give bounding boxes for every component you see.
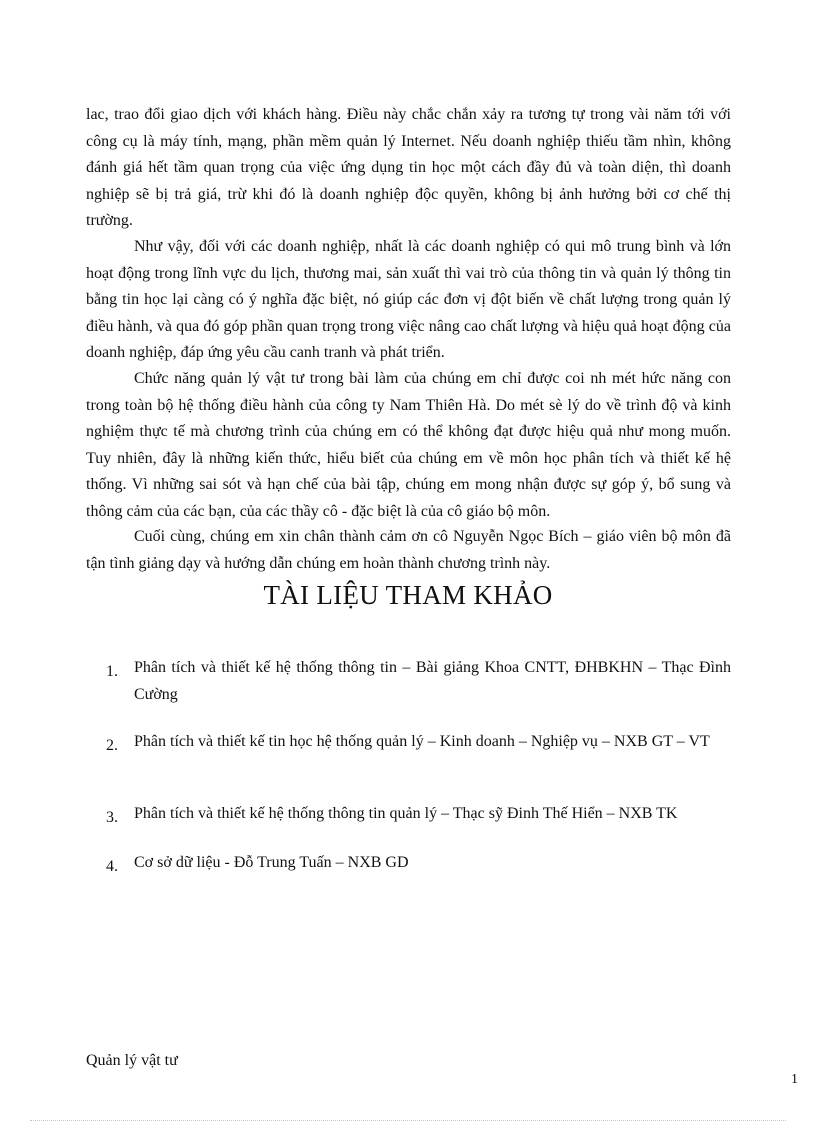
references-title: TÀI LIỆU THAM KHẢO	[263, 580, 553, 610]
reference-item-4	[106, 849, 731, 876]
page-number: 1	[791, 1072, 798, 1087]
reference-number: 2.	[106, 737, 118, 754]
reference-number: 4.	[106, 858, 118, 875]
reference-item-3	[106, 800, 731, 827]
reference-item-1	[106, 654, 731, 708]
paragraph-2: Như vậy, đối với các doanh nghiệp, nhất là các doanh nghiệp có qui mô trung bình và lớn hoạt động trong lĩnh vực du lịch, thương mai, sản xuất thì vai trò của thông tin và quản lý thông tin bằng tin học lại càng có ý nghĩa đặc biệt, nó giúp các đơn vị đột biến về chất lượng trong quản lý điều hành, và qua đó góp phần quan trọng trong việc nâng cao chất lượng và hiệu quả hoạt động của doanh nghiệp, đáp ứng yêu cầu canh tranh và phát triển.	[86, 238, 731, 361]
reference-text: Phân tích và thiết kế hệ thống thông tin quản lý – Thạc sỹ Đinh Thế Hiển – NXB TK	[134, 805, 678, 822]
paragraph-1: lac, trao đổi giao dịch với khách hàng. Điều này chắc chắn xảy ra tương tự trong vài năm tới với công cụ là máy tính, mạng, phần mềm quản lý Internet. Nếu doanh nghiệp thiếu tầm nhìn, không đánh giá hết tầm quan trọng của việc ứng dụng tin học một cách đầy đủ và toàn diện, thì doanh nghiệp sẽ bị trả giá, trừ khi đó là doanh nghiệp độc quyền, không bị ảnh hưởng bởi cơ chế thị trường.	[86, 106, 731, 229]
reference-item-2	[106, 728, 731, 755]
reference-number: 1.	[106, 663, 118, 680]
reference-text: Phân tích và thiết kế hệ thống thông tin – Bài giảng Khoa CNTT, ĐHBKHN – Thạc Đình Cường	[134, 659, 731, 703]
reference-number: 3.	[106, 809, 118, 826]
page-bottom-divider	[30, 1120, 786, 1121]
reference-text: Cơ sở dữ liệu - Đỗ Trung Tuấn – NXB GD	[134, 854, 409, 871]
paragraph-3: Chức năng quản lý vật tư trong bài làm của chúng em chỉ được coi nh mét hức năng con trong toàn bộ hệ thống điều hành của công ty Nam Thiên Hà. Do mét sè lý do về trình độ và kinh nghiệm thực tế mà chương trình của chúng em có thể không đạt được hiệu quả như mong muốn. Tuy nhiên, đây là những kiến thức, hiểu biết của chúng em về môn học phân tích và thiết kế hệ thống. Vì những sai sót và hạn chế của bài tập, chúng em mong nhận được sự góp ý, bổ sung và thông cảm của các bạn, của các thầy cô - đặc biệt là của cô giáo bộ môn.	[86, 370, 731, 520]
reference-text: Phân tích và thiết kế tin học hệ thống quản lý – Kinh doanh – Nghiệp vụ – NXB GT – VT	[134, 733, 710, 750]
paragraph-4: Cuối cùng, chúng em xin chân thành cảm ơn cô Nguyễn Ngọc Bích – giáo viên bộ môn đã tận tình giảng dạy và hướng dẫn chúng em hoàn thành chương trình này.	[86, 528, 731, 572]
footer-label: Quản lý vật tư	[86, 1052, 178, 1069]
